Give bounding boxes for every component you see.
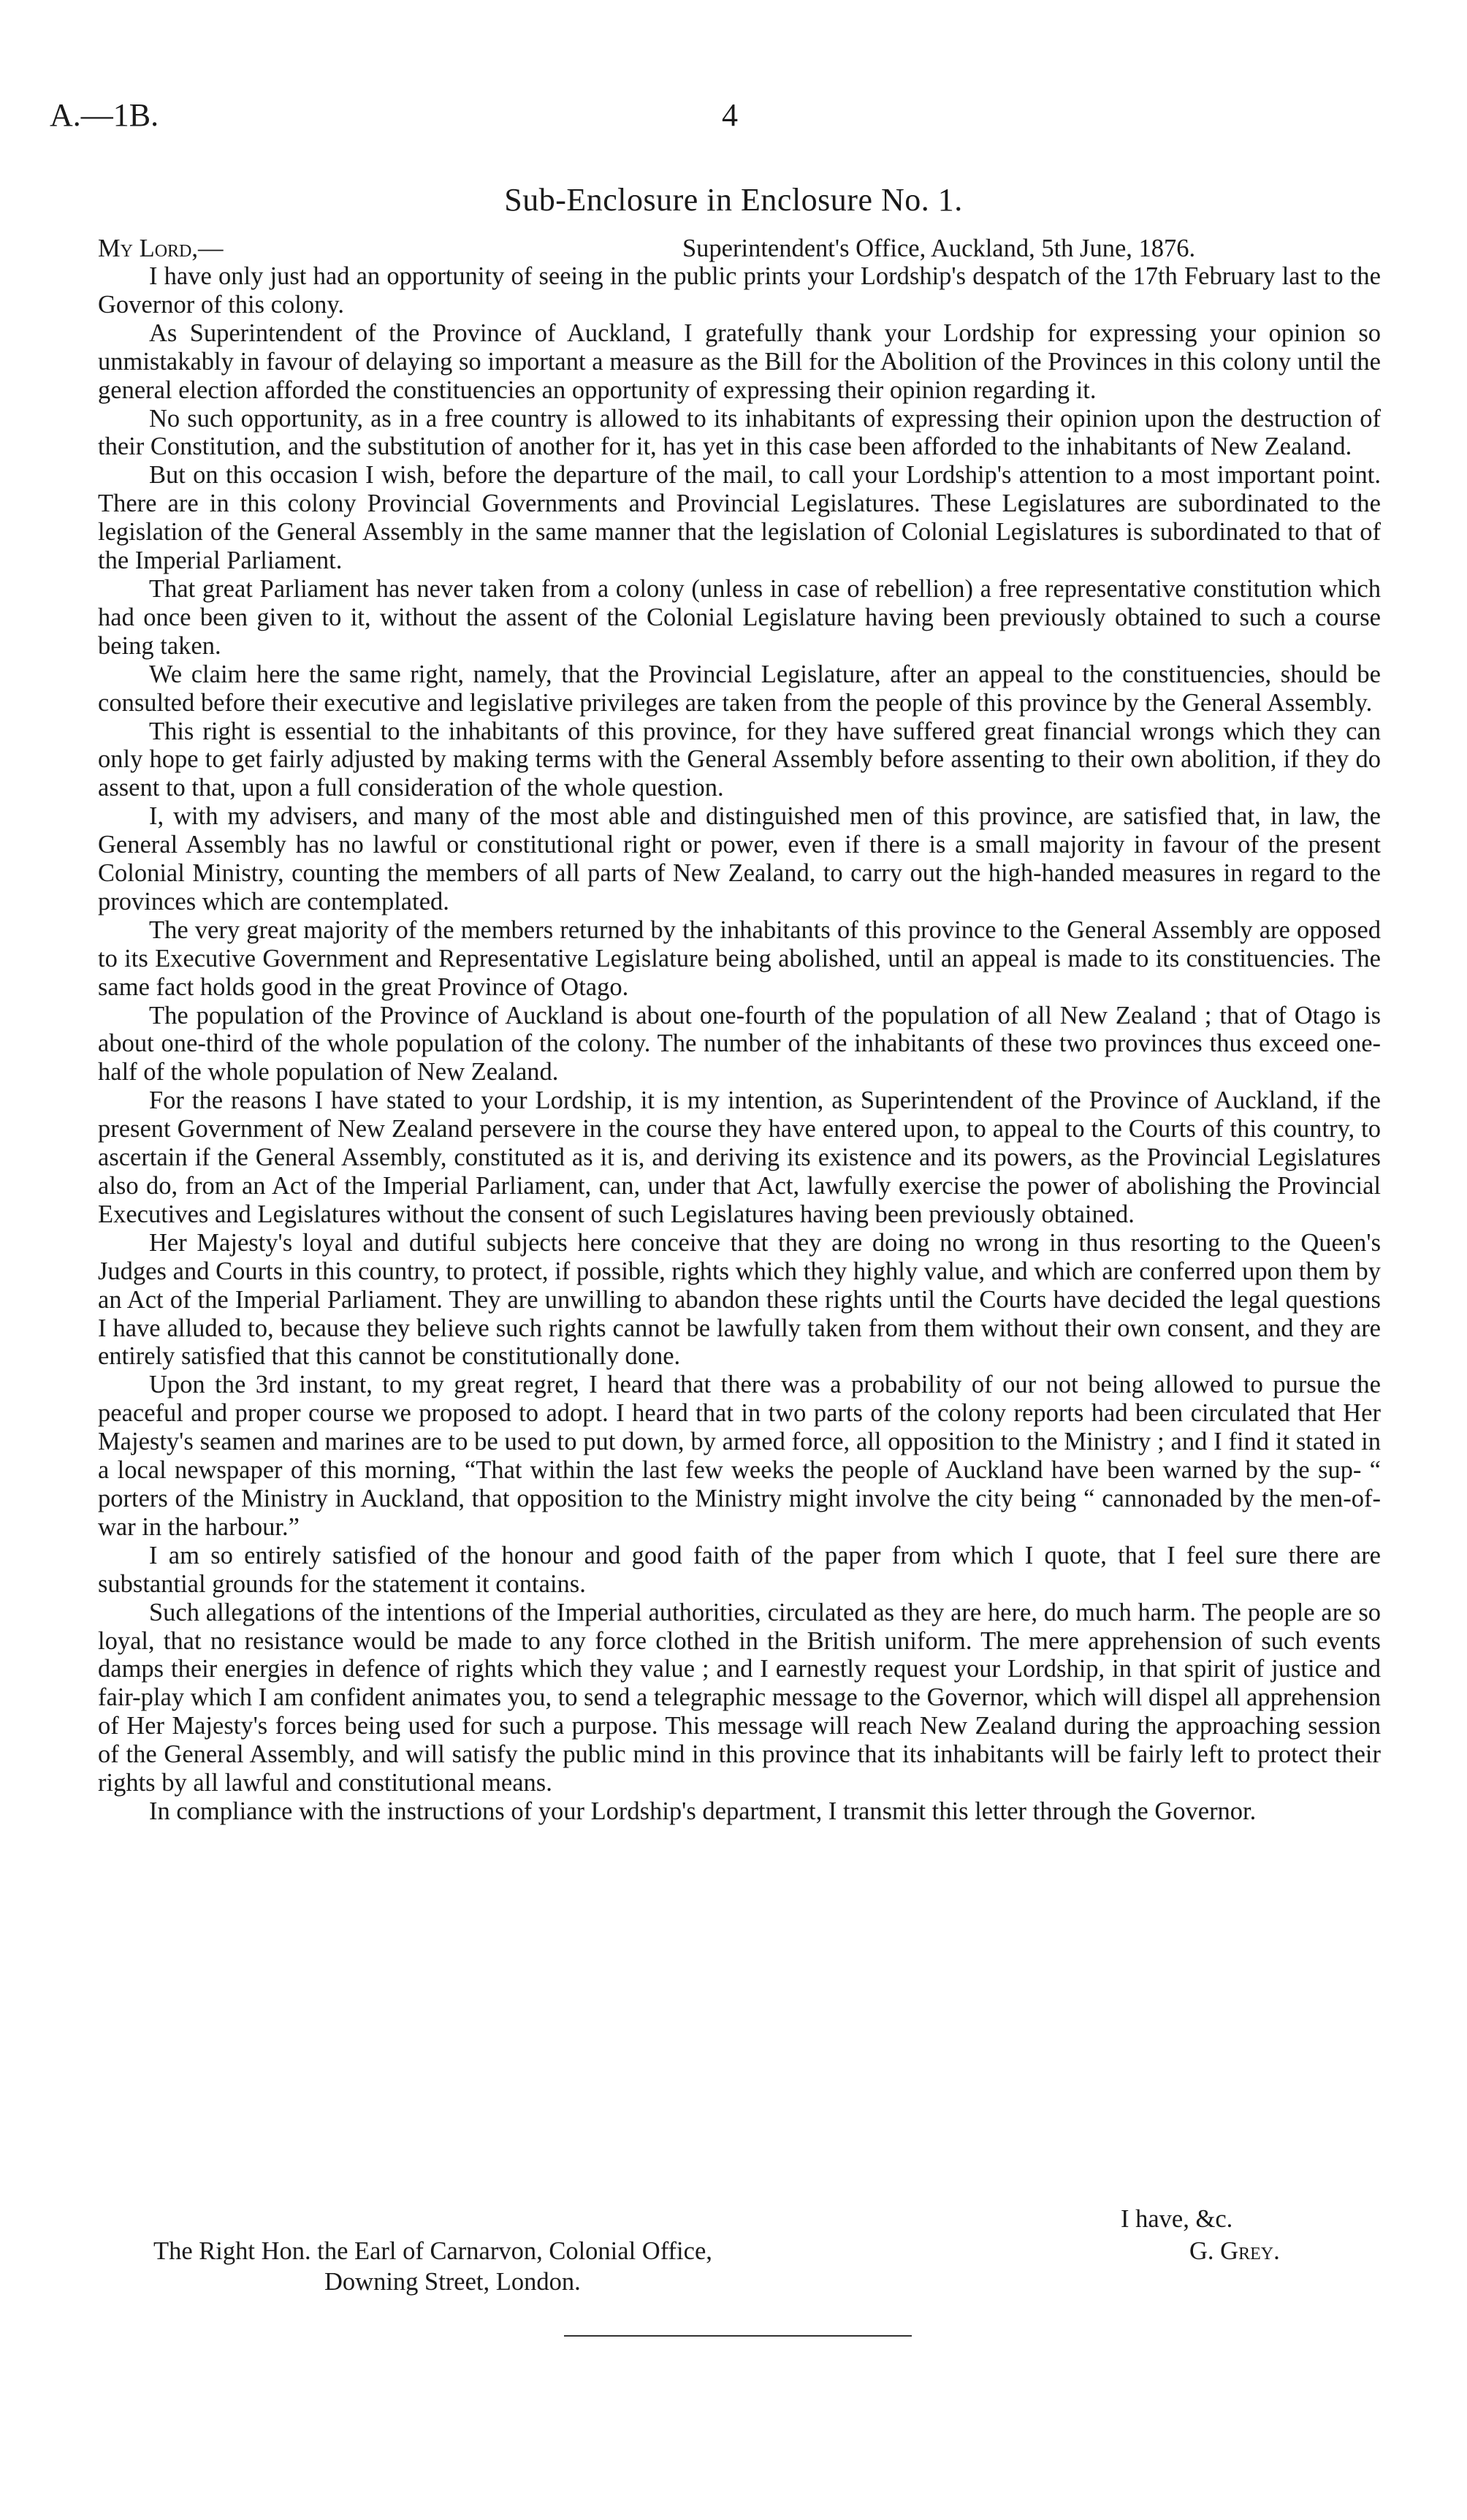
paragraph: I have only just had an opportunity of seeing in the public prints your Lordship's despatch of the 17th February last to the Governor of this colony.: [98, 262, 1381, 319]
paragraph: As Superintendent of the Province of Auckland, I gratefully thank your Lordship for expressing your opinion so unmistakably in favour of delaying so important a measure as the Bill for the Abolition of the Provinces in this colony until the general election afforded the constituencies an opportunity of expressing their opinion regarding it.: [98, 319, 1381, 404]
paragraph: Such allegations of the intentions of the Imperial authorities, circulated as they are here, do much harm. The people are so loyal, that no resistance would be made to any force clothed in the British uniform. The mere apprehension of such events damps their energies in defence of rights which they value ; and I earnestly request your Lordship, in that spirit of justice and fair-play which I am confident animates you, to send a telegraphic message to the Governor, which will dispel all apprehension of Her Majesty's forces being used for such a purpose. This message will reach New Zealand during the approaching session of the General Assembly, and will satisfy the public mind in this province that its inhabitants will be fairly left to protect their rights by all lawful and constitutional means.: [98, 1598, 1381, 1797]
paragraph: Upon the 3rd instant, to my great regret, I heard that there was a probability of our not being allowed to pursue the peaceful and proper course we proposed to adopt. I heard that in two parts of the colony reports had been circulated that Her Majesty's seamen and marines are to be used to put down, by armed force, all opposition to the Ministry ; and I find it stated in a local newspaper of this morning, “That within the last few weeks the people of Auckland have been warned by the sup- “ porters of the Ministry in Auckland, that opposition to the Ministry might involve the city being “ cannonaded by the men-of-war in the harbour.”: [98, 1371, 1381, 1541]
document-reference: A.—1B.: [50, 97, 159, 133]
paragraph: Her Majesty's loyal and dutiful subjects here conceive that they are doing no wrong in thus resorting to the Queen's Judges and Courts in this country, to protect, if possible, rights which they highly value, and which are conferred upon them by an Act of the Imperial Parliament. They are unwilling to abandon these rights until the Courts have decided the legal questions I have alluded to, because they believe such rights cannot be lawfully taken from them without their own consent, and they are entirely satisfied that this cannot be constitutionally done.: [98, 1228, 1381, 1371]
salutation: My Lord,—: [98, 235, 224, 262]
paragraph: The very great majority of the members returned by the inhabitants of this province to the General Assembly are opposed to its Executive Government and Representative Legislature being abolished, until an appeal is made to its constituencies. The same fact holds good in the great Province of Otago.: [98, 916, 1381, 1001]
page-number: 4: [722, 97, 738, 133]
signature: G. Grey.: [1189, 2237, 1280, 2265]
dateline: Superintendent's Office, Auckland, 5th June, 1876.: [682, 235, 1196, 262]
paragraph: I am so entirely satisfied of the honour and good faith of the paper from which I quote, that I feel sure there are substantial grounds for the statement it contains.: [98, 1541, 1381, 1598]
paragraph: We claim here the same right, namely, that the Provincial Legislature, after an appeal to the constituencies, should be consulted before their executive and legislative privileges are taken from the people of this province by the General Assembly.: [98, 660, 1381, 717]
paragraph: For the reasons I have stated to your Lordship, it is my intention, as Superintendent of the Province of Auckland, if the present Government of New Zealand persevere in the course they have entered upon, to appeal to the Courts of this country, to ascertain if the General Assembly, constituted as it is, and deriving its existence and its powers, as the Provincial Legislatures also do, from an Act of the Imperial Parliament, can, under that Act, lawfully exercise the power of abolishing the Provincial Executives and Legislatures without the consent of such Legislatures having been previously obtained.: [98, 1086, 1381, 1228]
paragraph: This right is essential to the inhabitants of this province, for they have suffered great financial wrongs which they can only hope to get fairly adjusted by making terms with the General Assembly before assenting to their own abolition, if they do assent to that, upon a full consideration of the whole question.: [98, 717, 1381, 802]
letter-closing: [98, 2205, 1381, 2307]
paragraph: That great Parliament has never taken from a colony (unless in case of rebellion) a free representative constitution which had once been given to it, without the assent of the Colonial Legislature having been previously obtained to such a course being taken.: [98, 574, 1381, 660]
paragraph: In compliance with the instructions of your Lordship's department, I transmit this letter through the Governor.: [149, 1797, 1257, 1825]
section-title: Sub-Enclosure in Enclosure No. 1.: [504, 182, 963, 218]
paragraph: No such opportunity, as in a free country is allowed to its inhabitants of expressing their opinion upon the destruction of their Constitution, and the substitution of another for it, has yet in this case been afforded to the inhabitants of New Zealand.: [98, 404, 1381, 461]
divider: [564, 2335, 912, 2337]
letter-body: [98, 262, 1381, 1826]
paragraph: But on this occasion I wish, before the departure of the mail, to call your Lordship's attention to a most important point. There are in this colony Provincial Governments and Provincial Legislatures. These Legislatures are subordinated to the legislation of the General Assembly in the same manner that the legislation of Colonial Legislatures is subordinated to that of the Imperial Parliament.: [98, 461, 1381, 575]
addressee-line: Downing Street, London.: [324, 2268, 581, 2296]
paragraph: The population of the Province of Auckland is about one-fourth of the population of all New Zealand ; that of Otago is about one-third of the whole population of the colony. The number of the inhabitants of these two provinces thus exceed one-half of the whole population of New Zealand.: [98, 1001, 1381, 1086]
paragraph: I, with my advisers, and many of the most able and distinguished men of this province, are satisfied that, in law, the General Assembly has no lawful or constitutional right or power, even if there is a small majority in favour of the present Colonial Ministry, counting the members of all parts of New Zealand, to carry out the high-handed measures in regard to the provinces which are contemplated.: [98, 802, 1381, 916]
addressee-line: The Right Hon. the Earl of Carnarvon, Colonial Office,: [153, 2237, 712, 2265]
complimentary-close: I have, &c.: [1121, 2205, 1233, 2233]
